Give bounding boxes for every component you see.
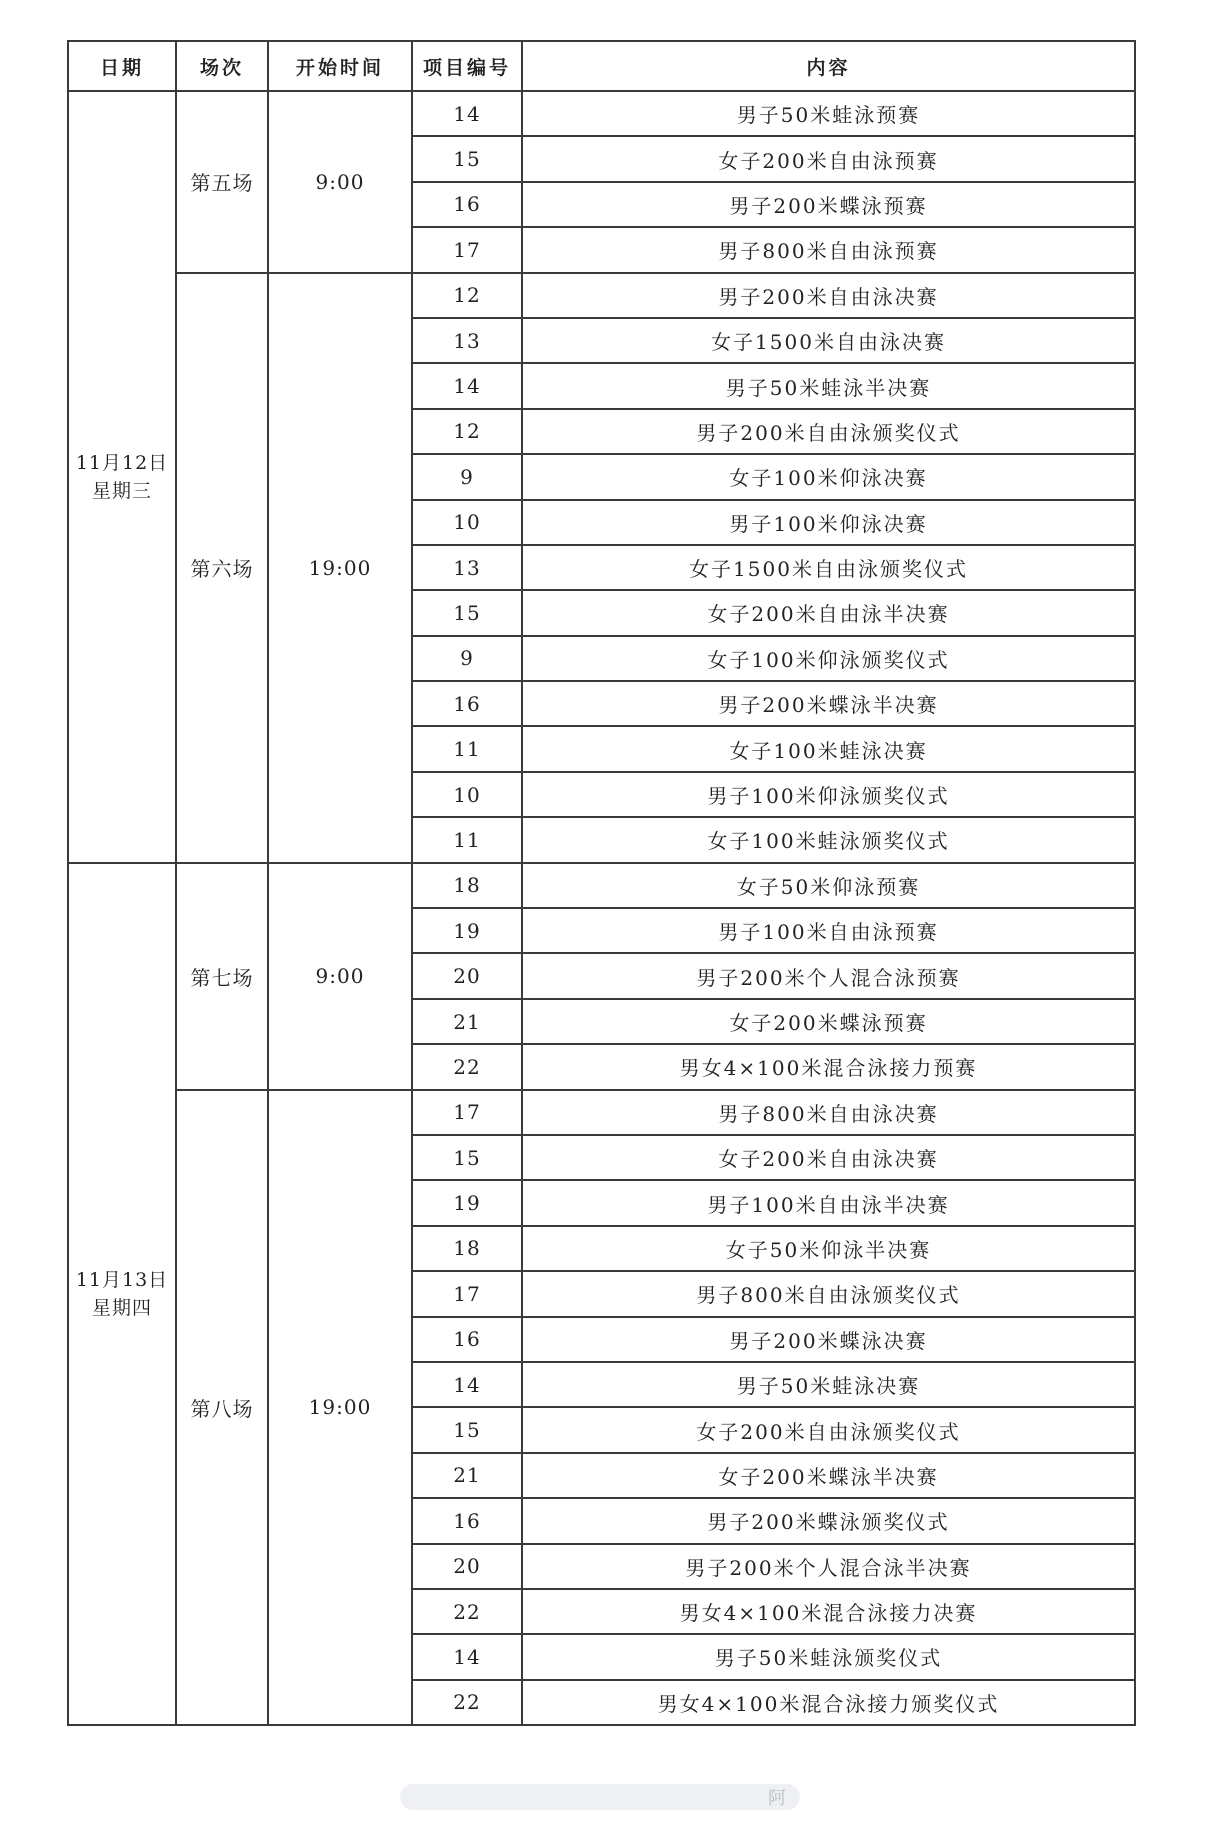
event-number-cell: 22	[412, 1044, 522, 1089]
header-row	[68, 41, 1135, 91]
event-content-cell: 女子1500米自由泳颁奖仪式	[522, 545, 1135, 590]
table-row	[68, 273, 1135, 318]
event-number-cell: 15	[412, 1135, 522, 1180]
event-content-cell: 女子200米自由泳决赛	[522, 1135, 1135, 1180]
session-cell: 第六场	[176, 273, 268, 863]
event-content-cell: 男子200米蝶泳半决赛	[522, 681, 1135, 726]
event-number-cell: 20	[412, 1544, 522, 1589]
event-number-cell: 9	[412, 636, 522, 681]
event-content-cell: 男子50米蛙泳颁奖仪式	[522, 1634, 1135, 1679]
event-content-cell: 男子50米蛙泳半决赛	[522, 363, 1135, 408]
event-content-cell: 男女4×100米混合泳接力决赛	[522, 1589, 1135, 1634]
event-content-cell: 女子100米蛙泳决赛	[522, 726, 1135, 771]
header-start-time: 开始时间	[268, 41, 412, 91]
session-cell: 第五场	[176, 91, 268, 273]
event-number-cell: 21	[412, 999, 522, 1044]
start-time-cell: 9:00	[268, 91, 412, 273]
event-number-cell: 14	[412, 1362, 522, 1407]
event-number-cell: 14	[412, 1634, 522, 1679]
event-content-cell: 男女4×100米混合泳接力颁奖仪式	[522, 1680, 1135, 1725]
event-content-cell: 女子100米蛙泳颁奖仪式	[522, 817, 1135, 862]
event-content-cell: 男子200米个人混合泳预赛	[522, 953, 1135, 998]
event-number-cell: 15	[412, 136, 522, 181]
event-content-cell: 女子200米自由泳半决赛	[522, 590, 1135, 635]
event-number-cell: 13	[412, 545, 522, 590]
event-content-cell: 男子800米自由泳颁奖仪式	[522, 1271, 1135, 1316]
start-time-cell: 9:00	[268, 863, 412, 1090]
event-number-cell: 18	[412, 1226, 522, 1271]
session-cell: 第七场	[176, 863, 268, 1090]
event-number-cell: 22	[412, 1680, 522, 1725]
event-number-cell: 11	[412, 817, 522, 862]
event-number-cell: 14	[412, 363, 522, 408]
event-number-cell: 11	[412, 726, 522, 771]
event-number-cell: 17	[412, 227, 522, 272]
event-content-cell: 男子200米个人混合泳半决赛	[522, 1544, 1135, 1589]
event-content-cell: 男子200米自由泳颁奖仪式	[522, 409, 1135, 454]
event-number-cell: 16	[412, 1498, 522, 1543]
event-content-cell: 男子800米自由泳决赛	[522, 1090, 1135, 1135]
event-content-cell: 女子50米仰泳半决赛	[522, 1226, 1135, 1271]
event-content-cell: 男子800米自由泳预赛	[522, 227, 1135, 272]
event-number-cell: 21	[412, 1453, 522, 1498]
event-content-cell: 男子200米蝶泳预赛	[522, 182, 1135, 227]
table-row	[68, 1090, 1135, 1135]
event-number-cell: 18	[412, 863, 522, 908]
event-content-cell: 女子100米仰泳决赛	[522, 454, 1135, 499]
date-cell: 11月12日 星期三	[68, 91, 176, 863]
event-number-cell: 15	[412, 590, 522, 635]
header-event-number: 项目编号	[412, 41, 522, 91]
event-content-cell: 男子100米仰泳决赛	[522, 500, 1135, 545]
event-content-cell: 男子100米自由泳预赛	[522, 908, 1135, 953]
start-time-cell: 19:00	[268, 1090, 412, 1725]
event-content-cell: 女子50米仰泳预赛	[522, 863, 1135, 908]
event-content-cell: 女子200米蝶泳半决赛	[522, 1453, 1135, 1498]
event-content-cell: 女子1500米自由泳决赛	[522, 318, 1135, 363]
watermark-badge: 阿	[400, 1784, 800, 1810]
event-number-cell: 19	[412, 1180, 522, 1225]
table-row	[68, 863, 1135, 908]
event-number-cell: 17	[412, 1271, 522, 1316]
event-number-cell: 16	[412, 681, 522, 726]
event-content-cell: 男女4×100米混合泳接力预赛	[522, 1044, 1135, 1089]
event-number-cell: 12	[412, 273, 522, 318]
event-number-cell: 9	[412, 454, 522, 499]
event-number-cell: 14	[412, 91, 522, 136]
event-content-cell: 女子100米仰泳颁奖仪式	[522, 636, 1135, 681]
schedule-body	[68, 91, 1135, 1725]
event-number-cell: 13	[412, 318, 522, 363]
date-cell: 11月13日 星期四	[68, 863, 176, 1725]
header-date: 日期	[68, 41, 176, 91]
header-session: 场次	[176, 41, 268, 91]
event-content-cell: 女子200米自由泳预赛	[522, 136, 1135, 181]
event-number-cell: 19	[412, 908, 522, 953]
event-number-cell: 22	[412, 1589, 522, 1634]
event-content-cell: 男子200米蝶泳决赛	[522, 1317, 1135, 1362]
event-number-cell: 17	[412, 1090, 522, 1135]
start-time-cell: 19:00	[268, 273, 412, 863]
event-number-cell: 16	[412, 1317, 522, 1362]
event-number-cell: 10	[412, 500, 522, 545]
event-content-cell: 男子200米蝶泳颁奖仪式	[522, 1498, 1135, 1543]
session-cell: 第八场	[176, 1090, 268, 1725]
event-content-cell: 女子200米蝶泳预赛	[522, 999, 1135, 1044]
event-content-cell: 男子50米蛙泳决赛	[522, 1362, 1135, 1407]
event-number-cell: 15	[412, 1407, 522, 1452]
schedule-sheet	[67, 40, 1134, 1726]
event-content-cell: 男子100米仰泳颁奖仪式	[522, 772, 1135, 817]
event-number-cell: 20	[412, 953, 522, 998]
schedule-table	[67, 40, 1136, 1726]
event-content-cell: 男子200米自由泳决赛	[522, 273, 1135, 318]
event-content-cell: 女子200米自由泳颁奖仪式	[522, 1407, 1135, 1452]
event-number-cell: 16	[412, 182, 522, 227]
event-number-cell: 12	[412, 409, 522, 454]
table-row	[68, 91, 1135, 136]
event-number-cell: 10	[412, 772, 522, 817]
event-content-cell: 男子50米蛙泳预赛	[522, 91, 1135, 136]
header-content: 内容	[522, 41, 1135, 91]
event-content-cell: 男子100米自由泳半决赛	[522, 1180, 1135, 1225]
